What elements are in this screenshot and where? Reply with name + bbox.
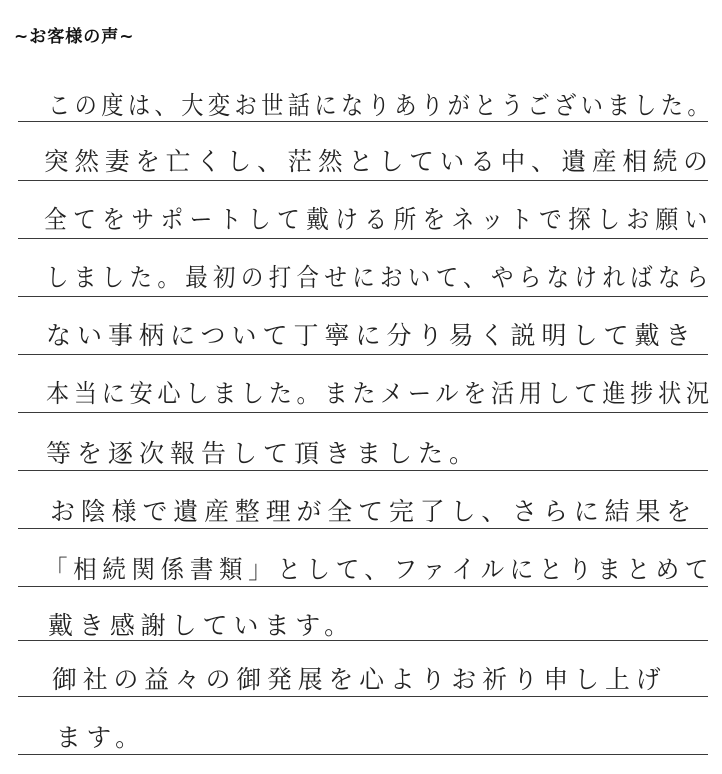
message-line: この度は、大変お世話になりありがとうございました。 — [48, 91, 715, 120]
ruled-line — [18, 696, 708, 697]
ruled-line — [18, 238, 708, 239]
page-heading: ~お客様の声~ — [14, 27, 135, 47]
ruled-line — [18, 586, 708, 587]
ruled-line — [18, 296, 708, 297]
ruled-line — [18, 180, 708, 181]
message-line: しました。最初の打合せにおいて、やらなければなら — [46, 263, 714, 292]
message-line: 等を逐次報告して頂きました。 — [46, 439, 481, 468]
message-line: ない事柄について丁寧に分り易く説明して戴き — [46, 321, 697, 350]
message-line: 突然妻を亡くし、茫然としている中、遺産相続の — [44, 147, 714, 176]
message-line: 本当に安心しました。またメールを活用して進捗状況 — [46, 379, 714, 408]
ruled-line — [18, 412, 708, 413]
ruled-line — [18, 354, 708, 355]
message-line: 全てをサポートして戴ける所をネットで探しお願い — [44, 205, 714, 234]
message-line: 「相続関係書類」として、ファイルにとりまとめて — [44, 555, 715, 584]
message-line: 戴き感謝しています。 — [48, 611, 356, 640]
message-line: お陰様で遺産整理が全て完了し、さらに結果を — [50, 497, 698, 526]
ruled-line — [18, 470, 708, 471]
ruled-line — [18, 754, 708, 755]
ruled-line — [18, 528, 708, 529]
message-line: 御社の益々の御発展を心よりお祈り申し上げ — [52, 665, 667, 694]
message-line: ます。 — [56, 723, 146, 752]
